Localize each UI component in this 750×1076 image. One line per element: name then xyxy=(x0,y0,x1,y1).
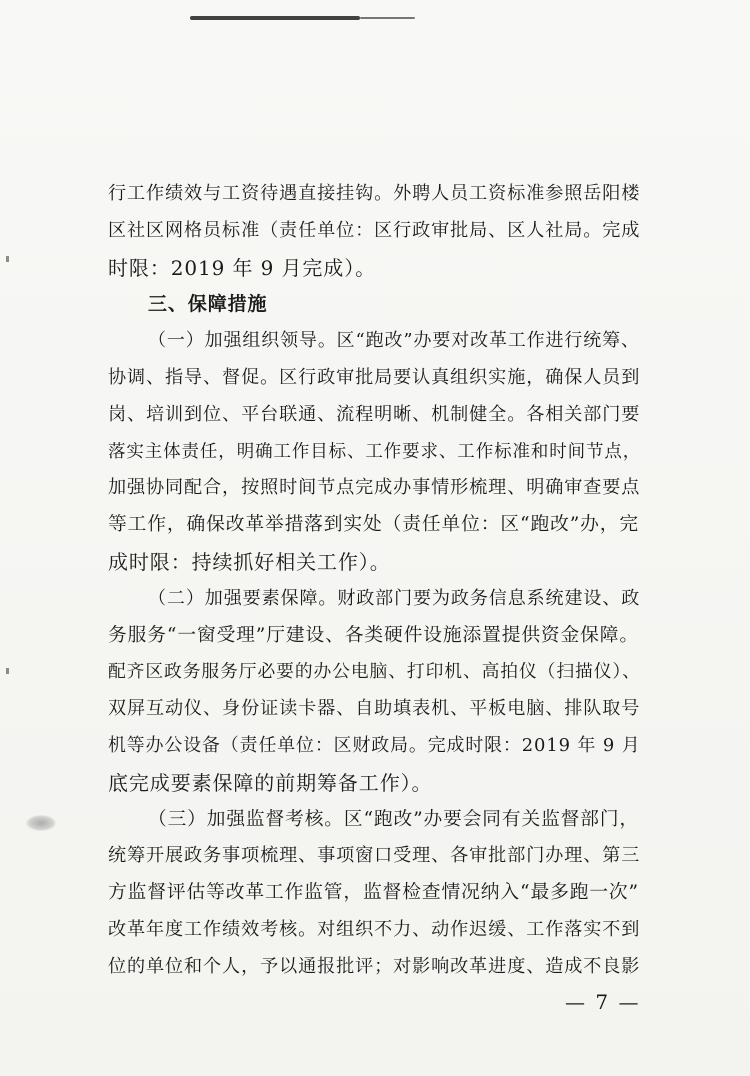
text-line: 岗、培训到位、平台联通、流程明晰、机制健全。各相关部门要 xyxy=(108,403,641,425)
text-line: 底完成要素保障的前期筹备工作）。 xyxy=(108,770,433,795)
text-line: 机等办公设备（责任单位：区财政局。完成时限：2019 年 9 月 xyxy=(108,734,641,756)
paragraph-start: （二）加强要素保障。财政部门要为政务信息系统建设、政 xyxy=(148,587,641,609)
text-line: 等工作，确保改革举措落到实处（责任单位：区“跑改”办，完 xyxy=(108,514,640,536)
paragraph-start: （一）加强组织领导。区“跑改”办要对改革工作进行统筹、 xyxy=(148,330,640,352)
text-line: 改革年度工作绩效考核。对组织不力、动作迟缓、工作落实不到 xyxy=(108,918,641,940)
text-line: 配齐区政务服务厅必要的办公电脑、打印机、高拍仪（扫描仪）、 xyxy=(108,661,641,683)
text-line: 成时限：持续抓好相关工作）。 xyxy=(108,549,391,574)
margin-mark xyxy=(6,668,9,674)
margin-mark xyxy=(6,256,9,262)
text-line: 协调、指导、督促。区行政审批局要认真组织实施，确保人员到 xyxy=(108,366,641,388)
top-scan-line xyxy=(190,16,360,20)
text-line: 区社区网格员标准（责任单位：区行政审批局、区人社局。完成 xyxy=(108,219,641,241)
body-text xyxy=(108,176,642,986)
paragraph-start: （三）加强监督考核。区“跑改”办要会同有关监督部门， xyxy=(148,808,640,830)
text-line: 时限：2019 年 9 月完成）。 xyxy=(108,255,376,280)
section-heading: 三、保障措施 xyxy=(148,293,268,316)
text-line: 落实主体责任，明确工作目标、工作要求、工作标准和时间节点， xyxy=(108,441,642,462)
text-line: 方监督评估等改革工作监管，监督检查情况纳入“最多跑一次” xyxy=(108,882,640,904)
text-line: 双屏互动仪、身份证读卡器、自助填表机、平板电脑、排队取号 xyxy=(108,698,641,720)
scan-smudge xyxy=(26,815,56,831)
text-line: 务服务“一窗受理”厅建设、各类硬件设施添置提供资金保障。 xyxy=(108,624,640,646)
text-line: 行工作绩效与工资待遇直接挂钩。外聘人员工资标准参照岳阳楼 xyxy=(108,183,641,204)
text-line: 加强协同配合，按照时间节点完成办事情形梳理、明确审查要点 xyxy=(108,477,641,499)
page-number: — 7 — xyxy=(565,990,641,1014)
top-scan-line-tail xyxy=(360,17,415,19)
text-line: 统筹开展政务事项梳理、事项窗口受理、各审批部门办理、第三 xyxy=(108,845,641,867)
text-line: 位的单位和个人，予以通报批评；对影响改革进度、造成不良影 xyxy=(108,955,641,977)
